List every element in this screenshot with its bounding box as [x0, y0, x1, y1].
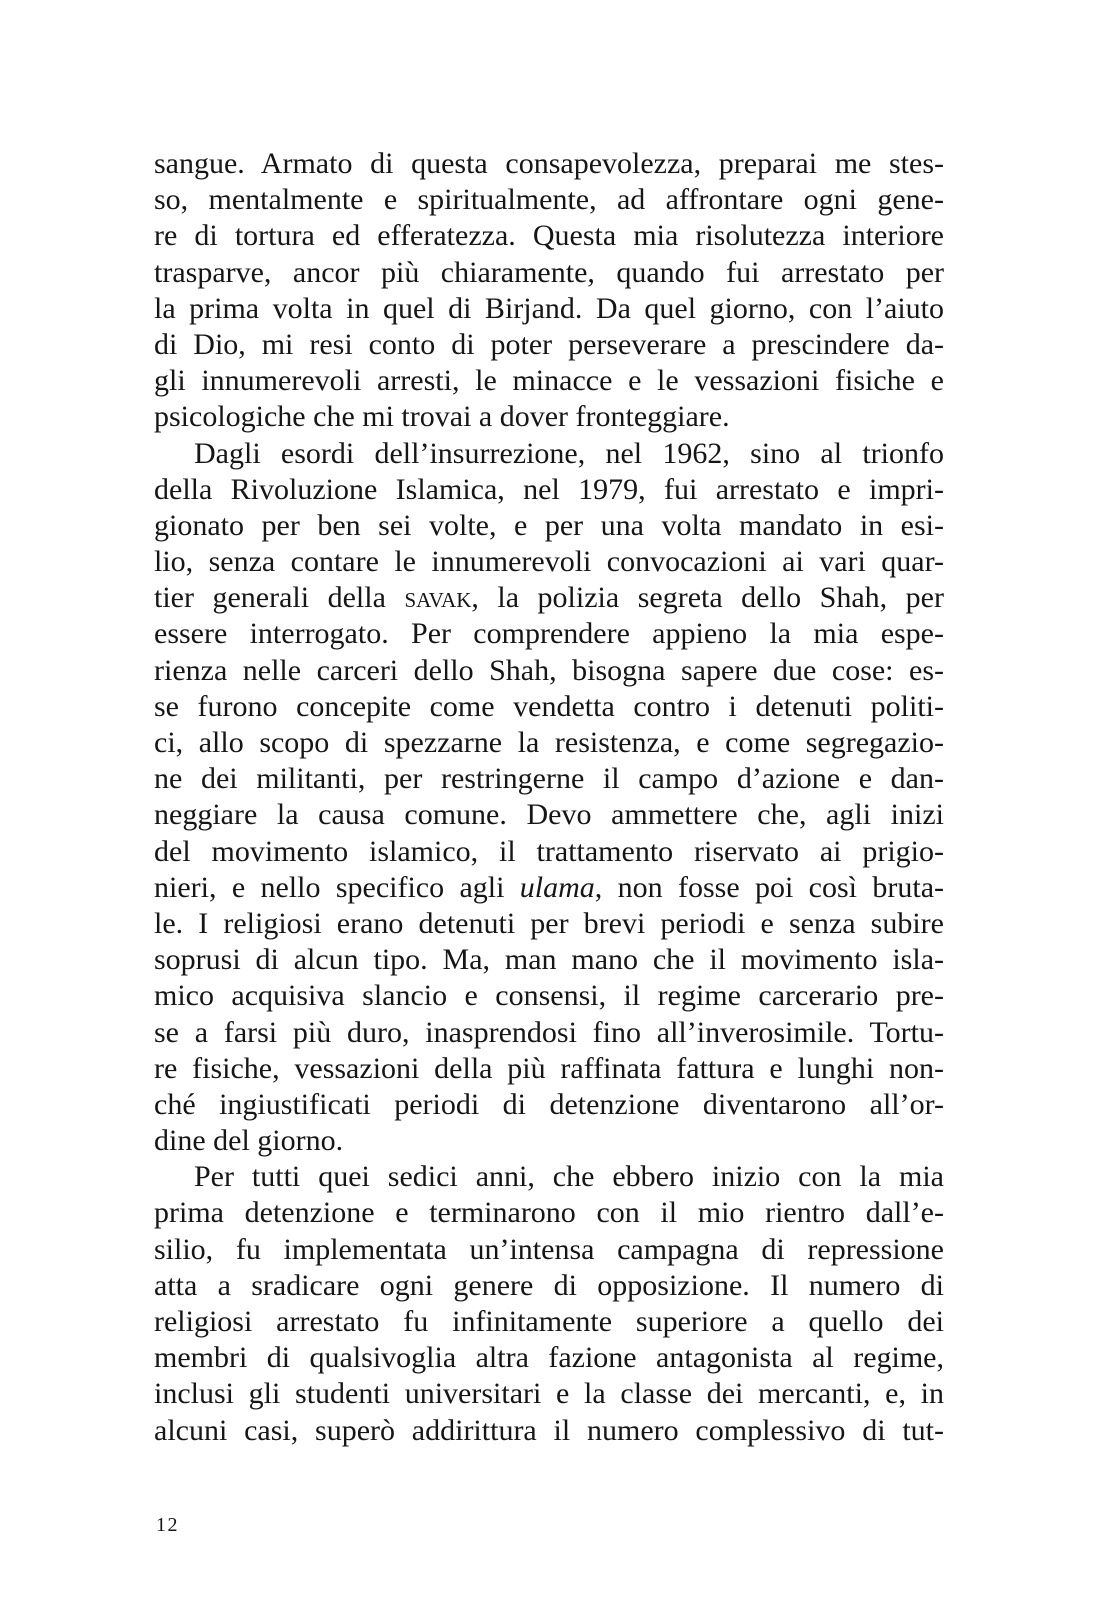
text-run: nieri, e nello specifico agli [154, 870, 520, 904]
text-line [154, 544, 944, 580]
text-run: le. I religiosi erano detenuti per brevi periodi e senza subire [154, 906, 944, 940]
text-run: essere interrogato. Per comprendere appieno la mia espe- [154, 617, 944, 651]
text-line [154, 255, 944, 291]
text-run: , la polizia segreta dello Shah, per [471, 581, 944, 615]
text-line [154, 1340, 944, 1376]
text-line [154, 870, 944, 906]
text-line [154, 1268, 944, 1304]
text-line [154, 218, 944, 254]
text-run: membri di qualsivoglia altra fazione antagonista al regime, [154, 1341, 944, 1375]
text-line [154, 291, 944, 327]
text-line [154, 472, 944, 508]
text-run: lio, senza contare le innumerevoli convocazioni ai vari quar- [154, 545, 944, 579]
text-run: della Rivoluzione Islamica, nel 1979, fui arrestato e impri- [154, 472, 944, 506]
page-text [154, 146, 944, 1449]
text-line [154, 942, 944, 978]
paragraph [154, 436, 944, 1160]
text-run: alcuni casi, superò addirittura il numero complessivo di tut- [154, 1413, 944, 1447]
text-run: so, mentalmente e spiritualmente, ad affrontare ogni gene- [154, 183, 944, 217]
text-run: neggiare la causa comune. Devo ammettere che, agli inizi [154, 798, 944, 832]
text-line [154, 1087, 944, 1123]
paragraph [154, 146, 944, 436]
text-run: soprusi di alcun tipo. Ma, man mano che il movimento isla- [154, 943, 944, 977]
text-run: dine del giorno. [154, 1124, 344, 1158]
text-line [154, 653, 944, 689]
text-line [154, 725, 944, 761]
text-line [154, 834, 944, 870]
text-run: tier generali della [154, 581, 405, 615]
text-run: di Dio, mi resi conto di poter perseverare a prescindere da- [154, 327, 944, 361]
text-line [154, 1376, 944, 1412]
text-run: Per tutti quei sedici anni, che ebbero inizio con la mia [194, 1160, 944, 1194]
text-run: gli innumerevoli arresti, le minacce e le vessazioni fisiche e [154, 364, 944, 398]
text-line [154, 906, 944, 942]
text-run: ne dei militanti, per restringerne il campo d’azione e dan- [154, 762, 944, 796]
text-run: ché ingiustificati periodi di detenzione diventarono all’or- [154, 1087, 944, 1121]
text-line [154, 1413, 944, 1449]
text-line [154, 689, 944, 725]
text-line [154, 436, 944, 472]
text-line [154, 146, 944, 182]
text-run: rienza nelle carceri dello Shah, bisogna sapere due cose: es- [154, 653, 944, 687]
text-line [154, 616, 944, 652]
text-run: gionato per ben sei volte, e per una volta mandato in esi- [154, 508, 944, 542]
text-run: prima detenzione e terminarono con il mio rientro dall’e- [154, 1196, 944, 1230]
text-run: se a farsi più duro, inasprendosi fino all’inverosimile. Tortu- [154, 1015, 944, 1049]
italic-text: ulama [519, 870, 595, 904]
text-run: religiosi arrestato fu infinitamente superiore a quello dei [154, 1305, 944, 1338]
text-line [154, 797, 944, 833]
text-run: del movimento islamico, il trattamento riservato ai prigio- [154, 834, 944, 868]
text-run: ci, allo scopo di spezzarne la resistenza, e come segregazio- [154, 726, 944, 759]
text-line [154, 1304, 944, 1340]
text-run: sangue. Armato di questa consapevolezza, preparai me stes- [154, 147, 944, 180]
text-line [154, 399, 944, 435]
text-line [154, 182, 944, 218]
text-line [154, 508, 944, 544]
text-line [154, 363, 944, 399]
text-line [154, 327, 944, 363]
text-line [154, 978, 944, 1014]
text-run: , non fosse poi così bruta- [594, 870, 944, 904]
text-line [154, 1195, 944, 1231]
text-line [154, 1159, 944, 1195]
smallcaps-text: savak [404, 581, 472, 615]
text-run: psicologiche che mi trovai a dover fronteggiare. [154, 400, 730, 434]
text-run: trasparve, ancor più chiaramente, quando fui arrestato per [154, 255, 944, 289]
text-line [154, 1015, 944, 1051]
text-run: atta a sradicare ogni genere di opposizione. Il numero di [154, 1268, 944, 1302]
text-line [154, 580, 944, 616]
text-run: re fisiche, vessazioni della più raffinata fattura e lunghi non- [154, 1051, 944, 1085]
text-line [154, 761, 944, 797]
text-run: la prima volta in quel di Birjand. Da quel giorno, con l’aiuto [154, 291, 944, 325]
text-line [154, 1123, 944, 1159]
text-line [154, 1051, 944, 1087]
paragraph [154, 1159, 944, 1449]
text-run: inclusi gli studenti universitari e la classe dei mercanti, e, in [154, 1377, 944, 1411]
page-number: 12 [156, 1514, 179, 1536]
text-run: se furono concepite come vendetta contro i detenuti politi- [154, 689, 944, 723]
text-run: silio, fu implementata un’intensa campagna di repressione [154, 1232, 944, 1266]
text-line [154, 1232, 944, 1268]
text-run: mico acquisiva slancio e consensi, il regime carcerario pre- [154, 979, 944, 1013]
text-run: Dagli esordi dell’insurrezione, nel 1962, sino al trionfo [194, 436, 944, 470]
text-run: re di tortura ed efferatezza. Questa mia risolutezza interiore [154, 219, 944, 253]
